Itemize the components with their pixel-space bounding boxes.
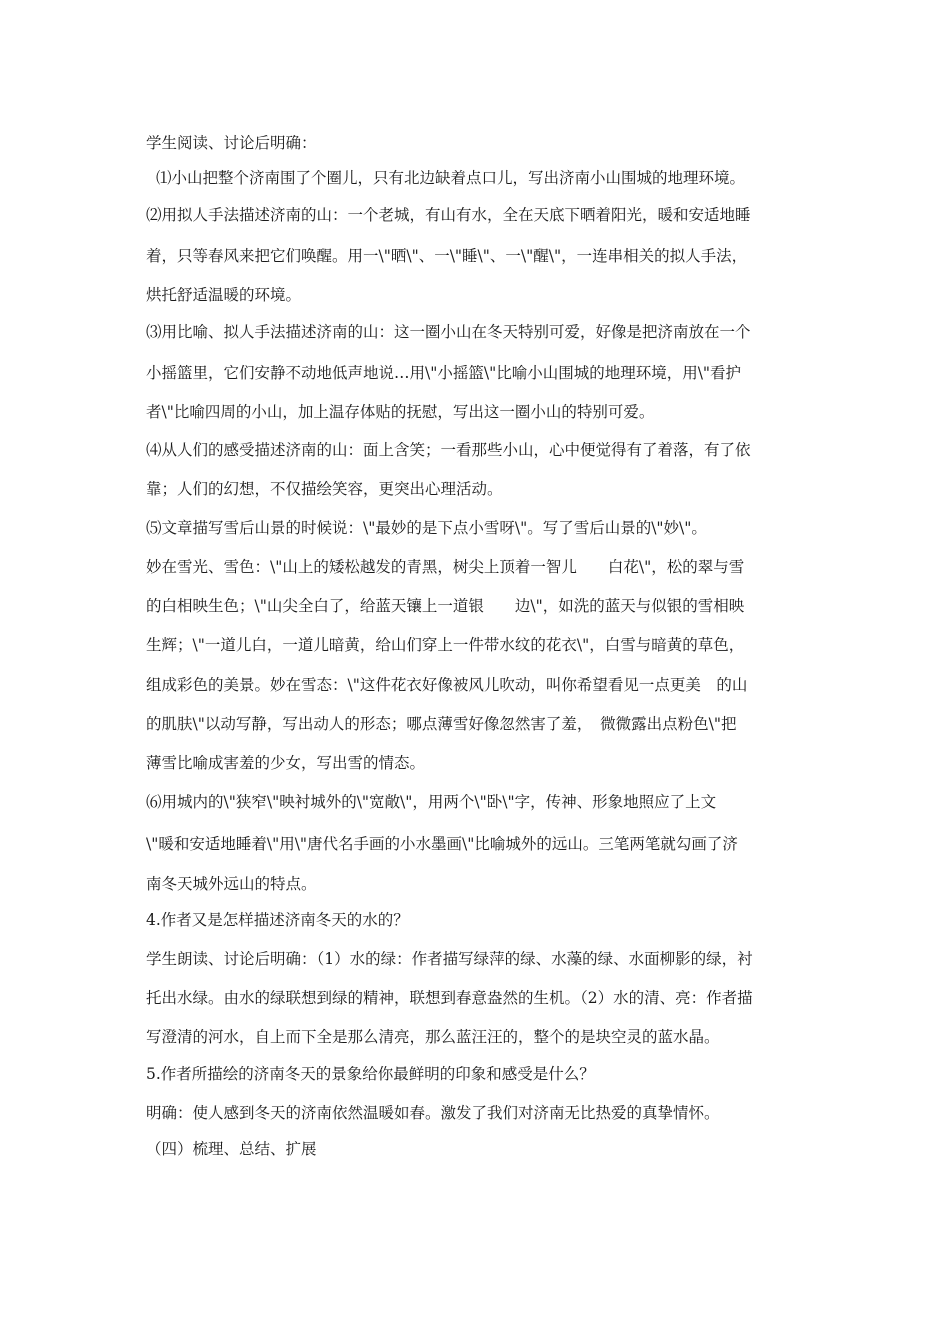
text-line-27: （四）梳理、总结、扩展 xyxy=(146,1140,317,1158)
text-line-1: 学生阅读、讨论后明确： xyxy=(146,134,317,152)
text-line-7: 小摇篮里，它们安静不动地低声地说…用\"小摇篮\"比喻小山围城的地理环境，用\"看护 xyxy=(146,364,742,382)
text-line-19: \"暖和安适地睡着\"用\"唐代名手画的小水墨画\"比喻城外的远山。三笔两笔就勾画了济 xyxy=(146,835,738,853)
text-line-22: 学生朗读、讨论后明确：（1）水的绿：作者描写绿萍的绿、水藻的绿、水面柳影的绿，衬 xyxy=(146,950,753,968)
text-line-24: 写澄清的河水，自上而下全是那么清亮，那么蓝汪汪的，整个的是块空灵的蓝水晶。 xyxy=(146,1028,720,1046)
text-line-11: ⑸文章描写雪后山景的时候说：\"最妙的是下点小雪呀\"。写了雪后山景的\"妙\"。 xyxy=(146,519,707,537)
text-line-25: 5.作者所描绘的济南冬天的景象给你最鲜明的印象和感受是什么？ xyxy=(146,1065,595,1083)
text-line-13: 的白相映生色；\"山尖全白了，给蓝天镶上一道银 边\"，如洗的蓝天与似银的雪相映 xyxy=(146,597,745,615)
text-line-9: ⑷从人们的感受描述济南的山：面上含笑；一看那些小山，心中便觉得有了着落，有了依 xyxy=(146,441,751,459)
text-line-14: 生辉；\"一道儿白，一道儿暗黄，给山们穿上一件带水纹的花衣\"，白雪与暗黄的草色， xyxy=(146,636,745,654)
text-line-2: ⑴小山把整个济南围了个圈儿，只有北边缺着点口儿，写出济南小山围城的地理环境。 xyxy=(156,169,746,187)
text-line-4: 着，只等春风来把它们唤醒。用一\"晒\"、一\"睡\"、一\"醒\"，一连串相关的拟人手法， xyxy=(146,247,748,265)
text-line-26: 明确：使人感到冬天的济南依然温暖如春。激发了我们对济南无比热爱的真挚情怀。 xyxy=(146,1104,720,1122)
text-line-23: 托出水绿。由水的绿联想到绿的精神，联想到春意盎然的生机。（2）水的清、亮：作者描 xyxy=(146,989,753,1007)
text-line-21: 4.作者又是怎样描述济南冬天的水的？ xyxy=(146,911,409,929)
text-line-20: 南冬天城外远山的特点。 xyxy=(146,875,317,893)
text-line-17: 薄雪比喻成害羞的少女，写出雪的情态。 xyxy=(146,754,426,772)
text-line-18: ⑹用城内的\"狭窄\"映衬城外的\"宽敞\"，用两个\"卧\"字，传神、形象地照应了上文 xyxy=(146,793,717,811)
text-line-10: 靠；人们的幻想，不仅描绘笑容，更突出心理活动。 xyxy=(146,480,503,498)
text-line-8: 者\"比喻四周的小山，加上温存体贴的抚慰，写出这一圈小山的特别可爱。 xyxy=(146,403,655,421)
text-line-12: 妙在雪光、雪色：\"山上的矮松越发的青黑，树尖上顶着一智儿 白花\"，松的翠与雪 xyxy=(146,558,745,576)
text-line-16: 的肌肤\"以动写静，写出动人的形态；哪点薄雪好像忽然害了羞， 微微露出点粉色\"把 xyxy=(146,715,737,733)
text-line-6: ⑶用比喻、拟人手法描述济南的山：这一圈小山在冬天特别可爱，好像是把济南放在一个 xyxy=(146,323,751,341)
text-line-5: 烘托舒适温暖的环境。 xyxy=(146,286,302,304)
text-line-3: ⑵用拟人手法描述济南的山：一个老城，有山有水，全在天底下晒着阳光，暖和安适地睡 xyxy=(146,206,751,224)
text-line-15: 组成彩色的美景。妙在雪态：\"这件花衣好像被风儿吹动，叫你希望看见一点更美 的山 xyxy=(146,676,748,694)
